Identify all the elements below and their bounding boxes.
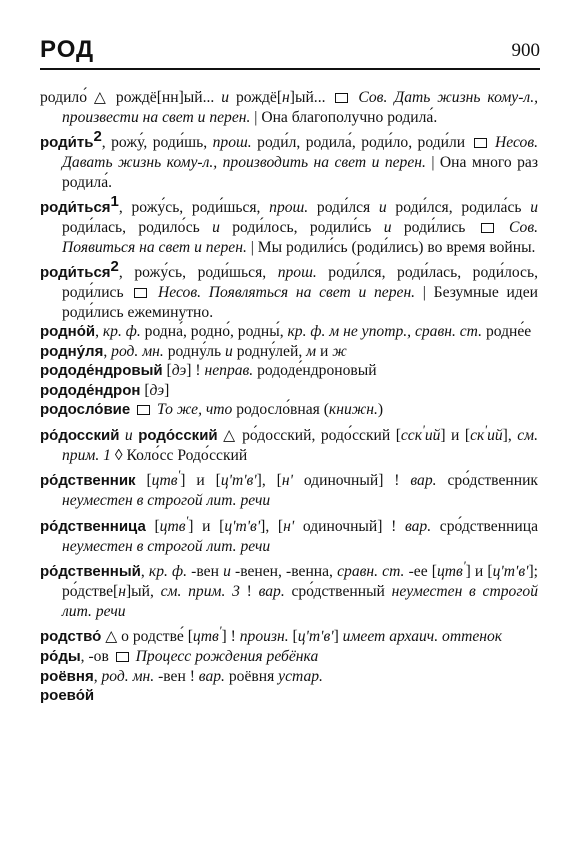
dictionary-entry	[40, 322, 538, 342]
entry-text: -венен, -венна,	[230, 563, 338, 581]
italic-note: книжн.	[328, 401, 378, 419]
italic-note: То же, что	[153, 401, 233, 419]
entry-text: -ее [	[404, 563, 437, 581]
italic-note: Сов. Дать жизнь кому-л., произвести на свет и перен.	[62, 89, 538, 126]
softness-mark: ʹ	[484, 422, 488, 438]
italic-note: кр. ф.	[148, 563, 188, 581]
entry-text: ]	[164, 381, 170, 399]
italic-note: кр. ф. м не употр., сравн. ст.	[287, 323, 483, 341]
italic-note: сравн. ст.	[337, 563, 405, 581]
italic-note: неуместен в строгой лит. речи	[62, 537, 271, 555]
headword: ро́дственный	[40, 563, 141, 581]
italic-note: и	[225, 342, 233, 360]
homonym-index: 2	[110, 258, 119, 276]
dictionary-entry	[40, 192, 538, 257]
entry-text: ] и [	[180, 472, 221, 490]
italic-note: произн.	[239, 628, 289, 646]
header-rule	[40, 68, 540, 70]
italic-note: вар.	[404, 518, 432, 535]
dictionary-entry	[40, 420, 538, 465]
italic-note: ий	[487, 427, 503, 445]
entry-text: ] и [	[440, 427, 471, 445]
italic-note: н	[118, 582, 126, 600]
dictionary-entry	[40, 381, 538, 401]
entry-text: родну́лей,	[232, 342, 307, 360]
headword: роёвня	[40, 667, 94, 685]
italic-note: и	[221, 89, 230, 106]
running-head-word: РОД	[40, 36, 95, 63]
softness-mark: ʹ	[218, 623, 222, 639]
italic-note: цʹтʹвʹ	[224, 518, 261, 535]
entry-text: | Мы родили́сь (роди́лись) во время войны.	[246, 238, 536, 256]
entry-text: ,	[140, 563, 149, 581]
entry-text: родна́, родно́, родны́,	[140, 323, 288, 341]
entry-text: ] !	[186, 362, 205, 380]
entry-text: , -ов	[80, 647, 113, 665]
entry-text: роди́лся	[308, 199, 379, 217]
entry-text: )	[377, 401, 384, 419]
italic-note: и	[383, 218, 392, 236]
dictionary-entry	[40, 127, 538, 192]
dictionary-entry	[40, 621, 538, 647]
entry-text: родило́ △ рождё[нн]ый...	[40, 89, 222, 106]
entry-text: [	[288, 628, 298, 646]
entry-text: ], [	[260, 518, 284, 535]
headword: рододе́ндрон	[40, 381, 141, 399]
headword: родосло́вие	[40, 401, 131, 419]
entry-text: родосло́вная (	[232, 401, 329, 419]
entry-text: ]	[333, 628, 343, 646]
square-box-icon	[474, 138, 487, 148]
italic-note: дэ	[149, 381, 165, 399]
italic-note: Несов. Появляться на свет и перен.	[150, 283, 416, 301]
entry-text: | Безумные идеи роди́лись ежеминутно.	[62, 283, 539, 321]
entry-text: [	[135, 472, 152, 490]
italic-note: род. мн.	[111, 342, 164, 360]
italic-note: вар.	[258, 582, 285, 600]
square-box-icon	[116, 652, 129, 662]
italic-note: устар.	[278, 667, 323, 685]
headword: роди́ться	[40, 199, 111, 217]
entry-text: [	[145, 518, 160, 535]
entry-text: родну́ль	[163, 342, 226, 360]
entry-text: △ ро́досский, родо́сский [	[217, 427, 401, 445]
entry-text: рождё[	[229, 89, 283, 106]
entry-text: !	[239, 582, 259, 600]
italic-note: цʹтʹвʹ	[492, 563, 529, 581]
headword: родо́сский	[138, 427, 218, 445]
headword: ро́дственник	[40, 472, 136, 490]
entry-text: ,	[103, 342, 112, 360]
softness-mark: ʹ	[422, 422, 425, 438]
entry-text: | Она много раз родила́.	[62, 153, 538, 191]
entry-text: роди́л, родила́, роди́ло, роди́ли	[251, 134, 471, 152]
entry-text: роди́лся, роди́лась, роди́лось, роди́лись	[62, 264, 538, 301]
entry-text: сро́дственник	[436, 472, 538, 490]
italic-note: и	[223, 563, 231, 581]
entry-text: ], [	[256, 472, 282, 490]
italic-note: сск	[400, 427, 423, 445]
italic-note: Процесс рождения ребёнка	[131, 647, 319, 665]
italic-note: цтв	[159, 518, 186, 535]
entry-text: и	[316, 342, 333, 360]
entry-text: [	[162, 362, 172, 380]
italic-note: м	[306, 342, 317, 360]
square-box-icon	[335, 93, 348, 103]
entry-text: [	[140, 381, 150, 399]
entry-text: сро́дственный	[284, 582, 392, 600]
italic-note: Сов. Появиться на свет и перен.	[62, 218, 538, 256]
entry-text: ]; ро́дстве[	[62, 563, 538, 600]
homonym-index: 1	[110, 193, 119, 211]
dictionary-entry	[40, 511, 538, 556]
italic-note: Несов. Давать жизнь кому-л., производить на свет и перен.	[62, 134, 538, 171]
italic-note: прош.	[277, 264, 317, 282]
entry-text: рододе́ндроновый	[253, 362, 377, 380]
entry-text: одиночный] !	[294, 518, 405, 535]
italic-note: и	[119, 427, 139, 445]
square-box-icon	[137, 405, 150, 415]
entry-text: ]ый,	[125, 582, 161, 600]
softness-mark: ʹ	[177, 467, 181, 483]
dictionary-entry	[40, 400, 538, 420]
entry-text: ] и [	[465, 563, 493, 581]
entry-text: роди́лись	[391, 218, 478, 236]
headword: родну́ля	[40, 342, 104, 360]
dictionary-entry	[40, 257, 538, 322]
entry-text: роди́лась, родило́сь	[62, 218, 213, 236]
entry-text: ] и [	[188, 518, 225, 535]
entry-text: ]ый...	[289, 89, 333, 106]
italic-note: прош.	[212, 134, 252, 152]
softness-mark: ʹ	[185, 512, 189, 528]
italic-note: н	[282, 89, 290, 106]
entry-text: △ о родстве́ [	[101, 628, 193, 646]
square-box-icon	[481, 223, 494, 233]
entry-text: роди́лся, родила́сь	[386, 199, 531, 217]
entry-text: одиночный] !	[292, 472, 411, 490]
entry-text: , рожу́сь, роди́шься,	[118, 199, 270, 217]
page-number: 900	[511, 40, 540, 61]
dictionary-entry	[40, 556, 538, 621]
italic-note: и	[530, 199, 538, 217]
italic-note: цʹтʹвʹ	[297, 628, 334, 646]
italic-note: дэ	[171, 362, 187, 380]
italic-note: неправ.	[204, 362, 254, 380]
softness-mark: ʹ	[462, 558, 466, 574]
headword: родно́й	[40, 323, 96, 341]
entry-text: сро́дственница	[431, 518, 538, 535]
italic-note: см. прим. 3	[160, 582, 240, 600]
italic-note: цтв	[151, 472, 178, 490]
square-box-icon	[134, 288, 147, 298]
headword: ро́дственница	[40, 518, 146, 535]
italic-note: неуместен в строгой лит. речи	[62, 582, 539, 620]
dictionary-entries	[40, 88, 538, 706]
entry-text: , рожу́, роди́шь,	[101, 134, 213, 152]
entry-text: роди́лось, родили́сь	[219, 218, 384, 236]
dictionary-entry	[40, 342, 538, 362]
italic-note: род. мн.	[101, 667, 155, 685]
italic-note: цʹтʹвʹ	[220, 472, 257, 490]
entry-text: роёвня	[224, 667, 279, 685]
italic-note: прош.	[269, 199, 309, 217]
entry-text: | Она благополучно родила́.	[250, 108, 438, 126]
italic-note: нʹ	[283, 518, 295, 535]
italic-note: см. прим. 1	[62, 427, 538, 464]
headword: родство́	[40, 628, 102, 646]
homonym-index: 2	[93, 128, 102, 146]
italic-note: и	[378, 199, 387, 217]
headword: рододе́ндровый	[40, 362, 163, 380]
dictionary-entry	[40, 647, 538, 667]
italic-note: ий	[424, 427, 441, 445]
entry-text: -вен !	[154, 667, 199, 685]
page-header	[40, 36, 540, 66]
italic-note: ск	[470, 427, 485, 445]
italic-note: цтв	[436, 563, 463, 581]
entry-text: ,	[93, 667, 102, 685]
dictionary-entry	[40, 88, 538, 127]
entry-text: ],	[502, 427, 518, 445]
italic-note: ж	[332, 342, 347, 360]
entry-text: -вен	[187, 563, 224, 581]
headword: ро́досский	[40, 427, 120, 445]
headword: роево́й	[40, 687, 95, 705]
italic-note: вар.	[410, 472, 437, 490]
entry-text: ,	[95, 323, 103, 341]
italic-note: неуместен в строгой лит. речи	[62, 492, 271, 510]
headword: роди́ться	[40, 264, 111, 282]
italic-note: нʹ	[281, 472, 293, 490]
italic-note: цтв	[192, 628, 219, 646]
italic-note: имеет архаич. оттенок	[342, 628, 503, 646]
italic-note: и	[212, 218, 220, 236]
entry-text: ] !	[221, 628, 240, 646]
headword: ро́ды	[40, 647, 81, 665]
italic-note: вар.	[198, 667, 225, 685]
entry-text	[130, 401, 134, 418]
entry-text: родне́е	[482, 323, 532, 341]
dictionary-entry	[40, 667, 538, 687]
headword: роди́ть	[40, 134, 94, 152]
entry-text: , рожу́сь, роди́шься,	[118, 264, 278, 282]
italic-note: кр. ф.	[102, 323, 141, 341]
dictionary-entry	[40, 686, 538, 706]
dictionary-entry	[40, 465, 538, 510]
entry-text: ◊ Коло́сс Родо́сский	[110, 446, 248, 464]
dictionary-entry	[40, 361, 538, 381]
